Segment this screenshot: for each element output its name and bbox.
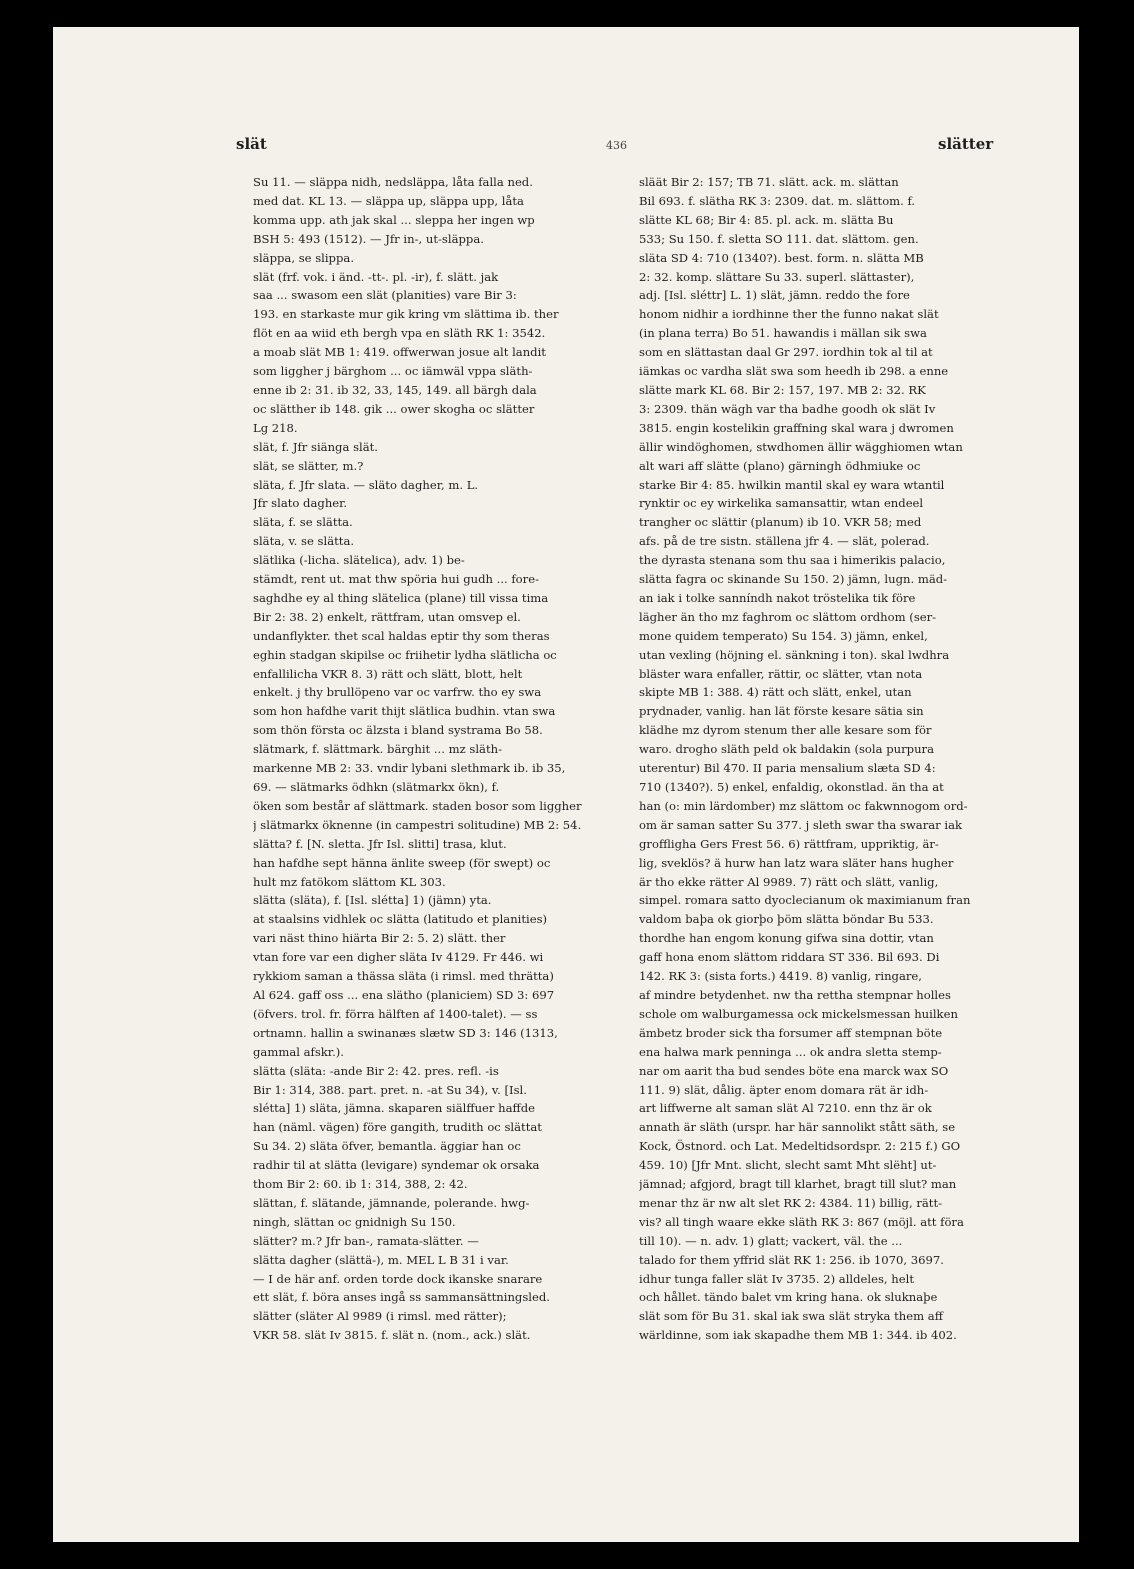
text-line: hult mz fatökom slättom KL 303. [253, 874, 446, 889]
text-line: med dat. KL 13. — släppa up, släppa upp, låta [253, 193, 524, 208]
text-line: a moab slät MB 1: 419. offwerwan josue alt landit [253, 345, 546, 360]
text-line: undanflykter. thet scal haldas eptir thy som theras [253, 628, 550, 643]
text-line: slätta (släta), f. [Isl. slétta] 1) (jämn) yta. [253, 893, 492, 908]
text-line: släät Bir 2: 157; TB 71. slätt. ack. m. slättan [639, 175, 899, 189]
text-line: enkelt. j thy brullöpeno var oc varfrw. tho ey swa [253, 685, 542, 700]
text-line: enne ib 2: 31. ib 32, 33, 145, 149. all bärgh dala [253, 382, 537, 397]
text-line: som liggher j bärghom ... oc iämwäl vppa släth- [253, 364, 533, 379]
text-line: Bil 693. f. slätha RK 3: 2309. dat. m. slättom. f. [639, 193, 916, 208]
text-line: jämnad; afgjord, bragt till klarhet, bragt till slut? man [639, 1177, 957, 1192]
text-line: slät (frf. vok. i änd. -tt-. pl. -ir), f. slätt. jak [253, 269, 499, 284]
text-line: 2: 32. komp. slättare Su 33. superl. slättaster), [639, 269, 915, 284]
text-line: 533; Su 150. f. sletta SO 111. dat. slättom. gen. [639, 231, 919, 246]
text-line: slät som för Bu 31. skal iak swa slät stryka them aff [639, 1309, 943, 1324]
text-line: han hafdhe sept hänna änlite sweep (för swept) oc [253, 855, 551, 870]
text-line: klädhe mz dyrom stenum ther alle kesare som för [639, 723, 932, 738]
text-line: eghin stadgan skipilse oc friihetir lydha slätlicha oc [253, 647, 557, 662]
text-line: saa ... swasom een slät (planities) vare Bir 3: [253, 288, 517, 303]
text-line: gaff hona enom slättom riddara ST 336. Bil 693. Di [639, 950, 940, 965]
text-line: skipte MB 1: 388. 4) rätt och slätt, enkel, utan [639, 685, 912, 700]
text-line: VKR 58. slät Iv 3815. f. slät n. (nom., ack.) slät. [253, 1328, 531, 1343]
text-line: gammal afskr.). [253, 1044, 344, 1059]
text-line: slätmark, f. slättmark. bärghit ... mz släth- [253, 742, 503, 757]
text-line: slättan, f. slätande, jämnande, polerande. hwg- [253, 1195, 530, 1210]
text-line: 710 (1340?). 5) enkel, enfaldig, okonstlad. än tha at [639, 780, 944, 794]
text-line: iämkas oc vardha slät swa som heedh ib 298. a enne [639, 364, 949, 379]
text-line: Bir 1: 314, 388. part. pret. n. -at Su 34), v. [Isl. [253, 1082, 527, 1097]
text-line: (öfvers. trol. fr. förra hälften af 1400-talet). — ss [253, 1006, 538, 1021]
text-line: honom nidhir a iordhinne ther the funno nakat slät [639, 307, 939, 322]
text-line: han (näml. vägen) före gangith, trudith oc slättat [253, 1120, 542, 1135]
text-line: ena halwa mark penninga ... ok andra sletta stemp- [639, 1044, 942, 1059]
left-column [253, 173, 648, 1345]
text-line: slätta dagher (slättä-), m. MEL L B 31 i var. [253, 1252, 509, 1267]
text-line: slätte KL 68; Bir 4: 85. pl. ack. m. slätta Bu [639, 212, 894, 227]
text-line: ortnamn. hallin a swinanæs slætw SD 3: 146 (1313, [253, 1025, 558, 1040]
text-line: afs. på de tre sistn. ställena jfr 4. — slät, polerad. [639, 534, 930, 549]
text-line: valdom baþa ok giorþo þöm slätta böndar Bu 533. [639, 912, 934, 927]
text-line: enfallilicha VKR 8. 3) rätt och slätt, blott, helt [253, 666, 523, 681]
text-line: ett slät, f. böra anses ingå ss sammansättningsled. [253, 1290, 550, 1305]
dictionary-page [53, 27, 1079, 1542]
text-line: 142. RK 3: (sista forts.) 4419. 8) vanlig, ringare, [639, 969, 922, 984]
text-line: om är saman satter Su 377. j sleth swar tha swarar iak [639, 817, 963, 832]
text-line: slétta] 1) släta, jämna. skaparen siälffuer haffde [253, 1101, 536, 1116]
text-line: utan vexling (höjning el. sänkning i ton). skal lwdhra [639, 647, 950, 662]
text-line: markenne MB 2: 33. vndir lybani slethmark ib. ib 35, [253, 761, 566, 776]
text-line: slätta? f. [N. sletta. Jfr Isl. slitti] trasa, klut. [253, 836, 507, 851]
text-line: bläster wara enfaller, rättir, oc slätter, vtan nota [639, 666, 923, 681]
text-line: trangher oc slättir (planum) ib 10. VKR 58; med [639, 515, 922, 530]
text-line: vis? all tingh waare ekke släth RK 3: 867 (möjl. att föra [639, 1214, 964, 1229]
text-line: slätta fagra oc skinande Su 150. 2) jämn, lugn. mäd- [639, 572, 948, 587]
text-line: slätlika (-licha. slätelica), adv. 1) be- [253, 553, 465, 568]
text-line: till 10). — n. adv. 1) glatt; vackert, väl. the ... [639, 1233, 903, 1248]
header-right-word: slätter [938, 135, 994, 153]
text-line: groffligha Gers Frest 56. 6) rättfram, uppriktig, är- [639, 836, 939, 851]
text-line: talado for them yffrid slät RK 1: 256. ib 1070, 3697. [639, 1252, 944, 1267]
text-line: af mindre betydenhet. nw tha rettha stempnar holles [639, 987, 951, 1002]
text-line: prydnader, vanlig. han lät förste kesare sätia sin [639, 704, 924, 719]
text-line: saghdhe ey al thing slätelica (plane) till vissa tima [253, 590, 549, 605]
text-line: lig, sveklös? ä hurw han latz wara släter hans hugher [639, 855, 954, 870]
text-line: 3: 2309. thän wägh var tha badhe goodh ok slät Iv [639, 401, 936, 416]
text-line: lägher än tho mz faghrom oc slättom ordhom (ser- [639, 609, 937, 624]
text-line: thordhe han engom konung gifwa sina dottir, vtan [639, 931, 934, 946]
text-line: 3815. engin kostelikin graffning skal wara j dwromen [639, 420, 954, 435]
text-line: 111. 9) slät, dålig. äpter enom domara rät är idh- [639, 1082, 929, 1097]
text-line: idhur tunga faller slät Iv 3735. 2) alldeles, helt [639, 1271, 914, 1286]
right-column [639, 173, 1044, 1345]
text-line: som thön första oc älzsta i bland systrama Bo 58. [253, 723, 543, 738]
text-line: radhir til at slätta (levigare) syndemar ok orsaka [253, 1158, 540, 1173]
text-line: vari näst thino hiärta Bir 2: 5. 2) slätt. ther [253, 931, 506, 946]
text-line: Bir 2: 38. 2) enkelt, rättfram, utan omsvep el. [253, 609, 521, 624]
text-line: mone quidem temperato) Su 154. 3) jämn, enkel, [639, 628, 928, 643]
text-line: uterentur) Bil 470. II paria mensalium slæta SD 4: [639, 761, 936, 776]
text-line: som en slättastan daal Gr 297. iordhin tok al til at [639, 345, 933, 360]
text-line: wärldinne, som iak skapadhe them MB 1: 344. ib 402. [639, 1328, 957, 1343]
text-line: slät, se slätter, m.? [253, 458, 364, 473]
text-line: släta, f. Jfr slata. — släto dagher, m. L. [253, 477, 479, 492]
text-line: ningh, slättan oc gnidnigh Su 150. [253, 1214, 456, 1229]
text-line: slätta (släta: -ande Bir 2: 42. pres. refl. -is [253, 1063, 499, 1078]
text-line: slätter? m.? Jfr ban-, ramata-slätter. — [253, 1233, 479, 1248]
text-line: släta SD 4: 710 (1340?). best. form. n. slätta MB [639, 250, 924, 265]
text-line: the dyrasta stenana som thu saa i himerikis palacio, [639, 553, 946, 568]
text-line: är tho ekke rätter Al 9989. 7) rätt och slätt, vanlig, [639, 874, 939, 889]
header-left-word: slät [236, 135, 267, 153]
text-line: komma upp. ath jak skal ... sleppa her ingen wp [253, 212, 535, 227]
text-line: art liffwerne alt saman slät Al 7210. enn thz är ok [639, 1101, 932, 1116]
text-line: han (o: min lärdomber) mz slättom oc fakwnnogom ord- [639, 798, 968, 813]
text-line: som hon hafdhe varit thijt slätlica budhin. vtan swa [253, 704, 556, 719]
text-line: Su 34. 2) släta öfver, bemantla. äggiar han oc [253, 1139, 521, 1154]
text-line: Jfr slato dagher. [253, 496, 348, 511]
text-line: (in plana terra) Bo 51. hawandis i mällan sik swa [639, 326, 927, 341]
text-line: 69. — slätmarks ödhkn (slätmarkx ökn), f. [253, 780, 500, 794]
text-line: adj. [Isl. sléttr] L. 1) slät, jämn. reddo the fore [639, 288, 910, 303]
text-line: rykkiom saman a thässa släta (i rimsl. med thrätta) [253, 969, 554, 984]
text-line: — I de här anf. orden torde dock ikanske snarare [253, 1271, 543, 1286]
text-line: thom Bir 2: 60. ib 1: 314, 388, 2: 42. [253, 1177, 468, 1192]
text-line: ämbetz broder sick tha forsumer aff stempnan böte [639, 1025, 943, 1040]
text-line: slät, f. Jfr siänga slät. [253, 439, 378, 454]
text-line: 459. 10) [Jfr Mnt. slicht, slecht samt Mht slëht] ut- [639, 1158, 937, 1173]
text-line: flöt en aa wiid eth bergh vpa en släth RK 1: 3542. [253, 326, 546, 341]
text-line: alt wari aff slätte (plano) gärningh ödhmiuke oc [639, 458, 921, 473]
text-line: menar thz är nw alt slet RK 2: 4384. 11) billig, rätt- [639, 1195, 943, 1210]
text-line: släta, v. se slätta. [253, 534, 355, 549]
text-line: an iak i tolke sanníndh nakot tröstelika tik före [639, 590, 916, 605]
text-line: öken som består af slättmark. staden bosor som liggher [253, 798, 582, 813]
text-line: Kock, Östnord. och Lat. Medeltidsordspr. 2: 215 f.) GO [639, 1139, 961, 1154]
text-line: slätter (släter Al 9989 (i rimsl. med rätter); [253, 1309, 507, 1324]
text-line: waro. drogho släth peld ok baldakin (sola purpura [639, 742, 934, 757]
text-line: Al 624. gaff oss ... ena slätho (planiciem) SD 3: 697 [253, 987, 555, 1002]
text-line: Su 11. — släppa nidh, nedsläppa, låta falla ned. [253, 175, 533, 189]
text-line: slätte mark KL 68. Bir 2: 157, 197. MB 2: 32. RK [639, 382, 926, 397]
text-line: stämdt, rent ut. mat thw spöria hui gudh ... fore- [253, 572, 539, 587]
text-line: starke Bir 4: 85. hwilkin mantil skal ey wara wtantil [639, 477, 945, 492]
text-line: j slätmarkx öknenne (in campestri solitudine) MB 2: 54. [253, 817, 582, 832]
text-line: Lg 218. [253, 420, 298, 435]
text-line: släta, f. se slätta. [253, 515, 353, 530]
page-number: 436 [606, 139, 627, 152]
text-line: rynktir oc ey wirkelika samansattir, wtan endeel [639, 496, 924, 511]
text-line: vtan fore var een digher släta Iv 4129. Fr 446. wi [253, 950, 544, 965]
text-line: 193. en starkaste mur gik kring vm slättima ib. ther [253, 307, 559, 322]
text-line: at staalsins vidhlek oc slätta (latitudo et planities) [253, 912, 548, 927]
text-line: ällir windöghomen, stwdhomen ällir wägghiomen wtan [639, 439, 963, 454]
text-line: oc slätther ib 148. gik ... ower skogha oc slätter [253, 401, 535, 416]
text-line: annath är släth (urspr. har här sannolikt stått säth, se [639, 1120, 956, 1135]
text-line: och hållet. tändo balet vm kring hana. ok sluknaþe [639, 1290, 938, 1305]
text-line: nar om aarit tha bud sendes böte ena marck wax SO [639, 1063, 949, 1078]
text-line: släppa, se slippa. [253, 250, 354, 265]
text-line: schole om walburgamessa ock mickelsmessan huilken [639, 1006, 958, 1021]
text-line: BSH 5: 493 (1512). — Jfr in-, ut-släppa. [253, 231, 484, 246]
text-line: simpel. romara satto dyoclecianum ok maximianum fran [639, 893, 971, 908]
